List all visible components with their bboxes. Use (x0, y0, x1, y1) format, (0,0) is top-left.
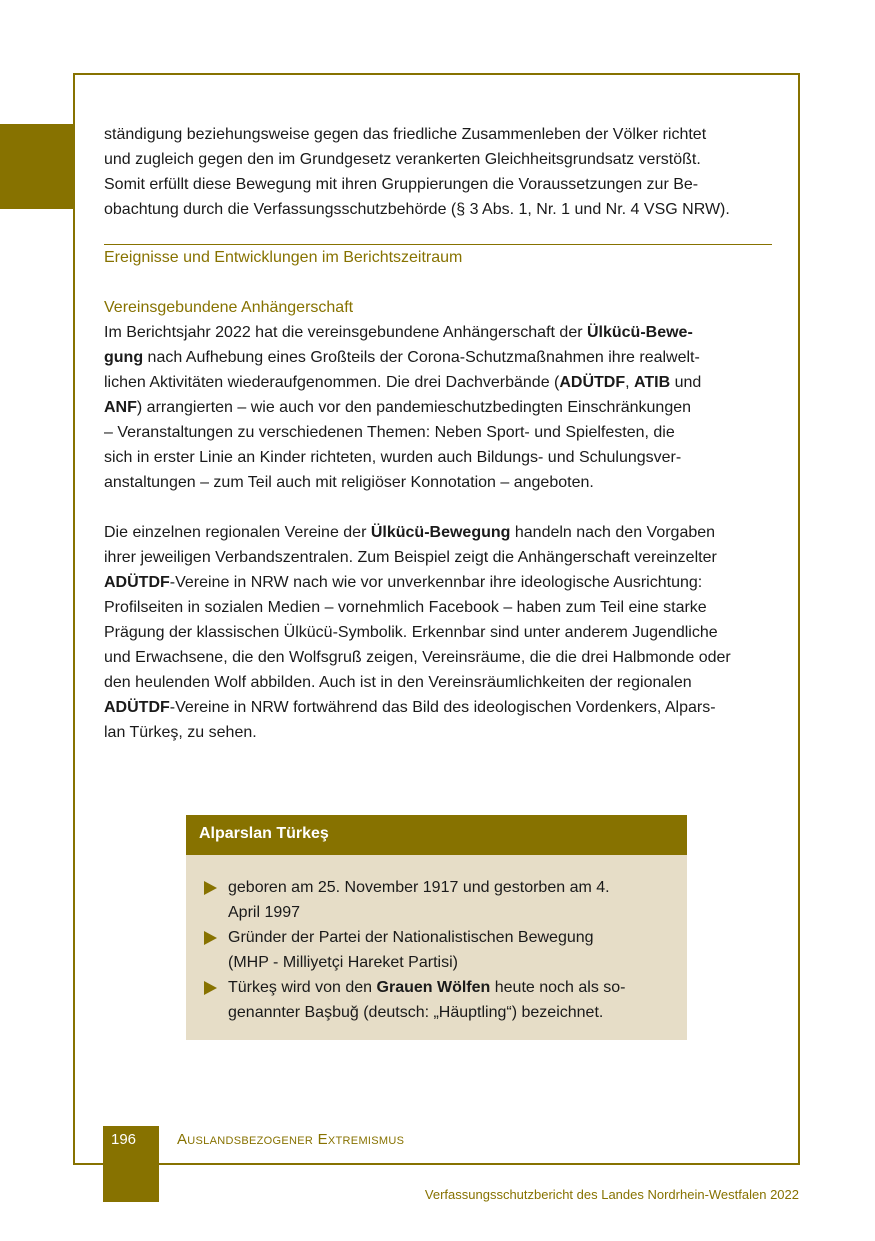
intro-line: obachtung durch die Verfassungsschutzbehörde (§ 3 Abs. 1, Nr. 1 und Nr. 4 VSG NRW). (104, 201, 730, 218)
intro-paragraph (104, 122, 772, 222)
heading-events: Ereignisse und Entwicklungen im Berichtszeitraum (104, 249, 463, 266)
text: nach Aufhebung eines Großteils der Corona-Schutzmaßnahmen ihre realwelt- (143, 349, 700, 366)
text: und Erwachsene, die den Wolfsgruß zeigen, Vereinsräume, die die drei Halbmonde oder (104, 649, 731, 666)
text: Gründer der Partei der Nationalistischen Bewegung (228, 929, 594, 946)
side-tab-marker (0, 124, 75, 209)
text: , (625, 374, 635, 391)
info-box-list (186, 855, 644, 1025)
bold-term: ADÜTDF (559, 374, 626, 391)
triangle-bullet-icon (204, 931, 217, 945)
bold-term: ADÜTDF (104, 574, 170, 591)
publication-footer: Verfassungsschutzbericht des Landes Nordrhein-Westfalen 2022 (424, 1187, 799, 1202)
triangle-bullet-icon (204, 881, 217, 895)
text: ) arrangierten – wie auch vor den pandemieschutzbedingten Einschränkungen (136, 399, 692, 416)
text: sich in erster Linie an Kinder richteten, wurden auch Bildungs- und Schulungsver- (104, 449, 682, 466)
bold-term: gung (104, 349, 144, 366)
info-box-title: Alparslan Türkeş (186, 815, 687, 855)
text: -Vereine in NRW nach wie vor unverkennbar ihre ideologische Ausrichtung: (169, 574, 703, 591)
bold-term: Grauen Wölfen (376, 979, 491, 996)
bold-term: ANF (104, 399, 137, 416)
list-item (204, 925, 644, 975)
list-item (204, 975, 644, 1025)
text: lichen Aktivitäten wiederaufgenommen. Die drei Dachverbände ( (104, 374, 560, 391)
main-content (104, 122, 772, 745)
bold-term: ADÜTDF (104, 699, 170, 716)
intro-line: und zugleich gegen den im Grundgesetz verankerten Gleichheitsgrundsatz verstößt. (104, 151, 701, 168)
info-box-tuerkes (186, 815, 687, 1040)
text: -Vereine in NRW fortwährend das Bild des ideologischen Vordenkers, Alpars- (169, 699, 716, 716)
heading-followers: Vereinsgebundene Anhängerschaft (104, 299, 354, 316)
text: ihrer jeweiligen Verbandszentralen. Zum Beispiel zeigt die Anhängerschaft vereinzelter (104, 549, 717, 566)
bold-term: Ülkücü-Bewe- (586, 324, 693, 341)
text: handeln nach den Vorgaben (510, 524, 716, 541)
text: genannter Başbuğ (deutsch: „Häuptling“) bezeichnet. (228, 1004, 604, 1021)
triangle-bullet-icon (204, 981, 217, 995)
text: heute noch als so- (490, 979, 626, 996)
paragraph-followers (104, 320, 772, 495)
intro-line: ständigung beziehungsweise gegen das friedliche Zusammenleben der Völker richtet (104, 126, 707, 143)
page-number: 196 (111, 1131, 137, 1148)
text: Profilseiten in sozialen Medien – vornehmlich Facebook – haben zum Teil eine starke (104, 599, 707, 616)
text: anstaltungen – zum Teil auch mit religiöser Konnotation – angeboten. (104, 474, 594, 491)
text: lan Türkeş, zu sehen. (104, 724, 257, 741)
bold-term: Ülkücü-Bewegung (370, 524, 511, 541)
bold-term: ATIB (634, 374, 671, 391)
text: (MHP - Milliyetçi Hareket Partisi) (228, 954, 458, 971)
text: den heulenden Wolf abbilden. Auch ist in den Vereinsräumlichkeiten der regionalen (104, 674, 692, 691)
text: Im Berichtsjahr 2022 hat die vereinsgebundene Anhängerschaft der (104, 324, 587, 341)
paragraph-regional-associations (104, 520, 772, 745)
text: – Veranstaltungen zu verschiedenen Themen: Neben Sport- und Spielfesten, die (104, 424, 675, 441)
text: Prägung der klassischen Ülkücü-Symbolik. Erkennbar sind unter anderem Jugendliche (104, 624, 718, 641)
text: und (670, 374, 702, 391)
text: Türkeş wird von den (228, 979, 377, 996)
text: Die einzelnen regionalen Vereine der (104, 524, 371, 541)
running-section-title: Auslandsbezogener Extremismus (177, 1131, 405, 1148)
intro-line: Somit erfüllt diese Bewegung mit ihren Gruppierungen die Voraussetzungen zur Be- (104, 176, 699, 193)
list-item (204, 875, 644, 925)
text: April 1997 (228, 904, 301, 921)
text: geboren am 25. November 1917 und gestorben am 4. (228, 879, 610, 896)
